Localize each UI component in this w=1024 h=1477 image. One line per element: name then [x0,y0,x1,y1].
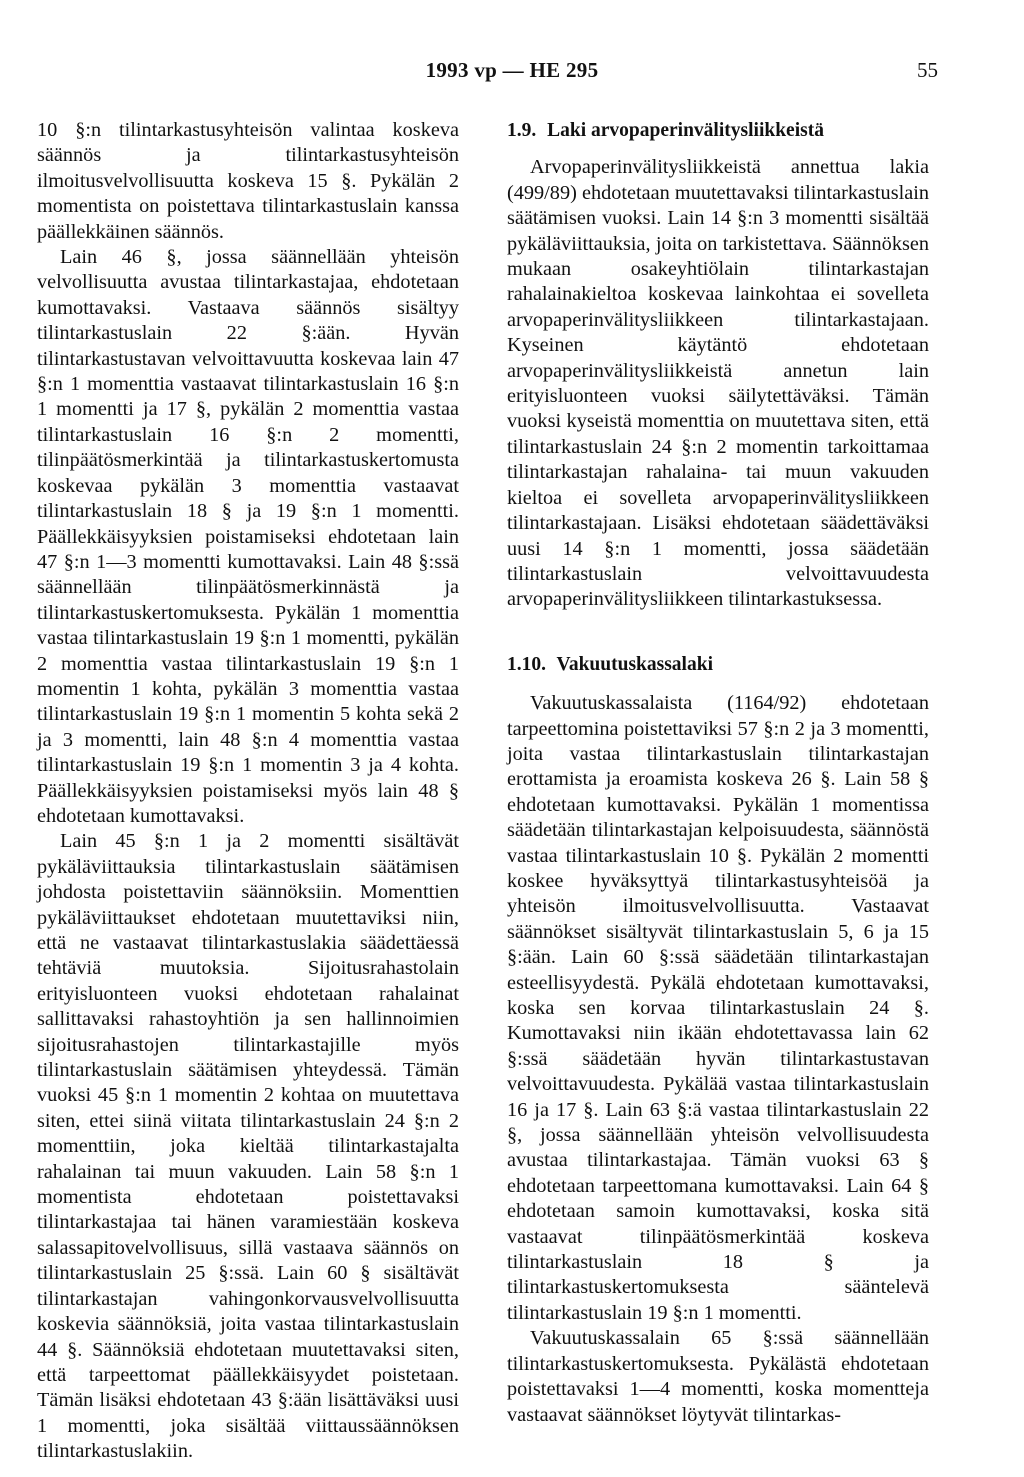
body-paragraph: Arvopaperinvälitysliikkeistä annettua lakia (499/89) ehdotetaan muutettavaksi tilintarkastuslain säätämisen vuoksi. Lain 14 §:n 3 momentti sisältää pykäläviittauksia, joita on tarkistettava. Säännöksen mukaan osakeyhtiölain tilintarkastajan rahalainakieltoa koskevaa lainkohtaa ei sovelleta arvopaperinvälitysliikkeen tilintarkastajaan. Kyseinen käytäntö ehdotetaan arvopaperinvälitysliikkeistä annetun lain erityisluonteen vuoksi säilytettäväksi. Tämän vuoksi kyseistä momenttia on muutettava siten, että tilintarkastuslain 24 §:n 2 momentin tarkoittamaa tilintarkastajan rahalaina- tai muun vakuuden kieltoa ei sovelleta arvopaperinvälitysliikkeen tilintarkastajaan. Lisäksi ehdotetaan säädettäväksi uusi 14 §:n 1 momentti, jossa säädetään tilintarkastuslain velvoittavuudesta arvopaperinvälitysliikkeen tilintarkastuksessa. [507,156,929,611]
page-header [0,58,1024,88]
section-title: Vakuutuskassalaki [556,653,713,675]
body-paragraph: Vakuutuskassalain 65 §:ssä säännellään tilintarkastuskertomuksesta. Pykälästä ehdotetaan poistettavaksi 1—4 momentti, koska momentteja vastaavat säännökset löytyvät tilintarkas- [507,1327,929,1426]
page-number: 55 [917,58,938,82]
section-title: Laki arvopaperinvälitysliikkeistä [547,120,824,141]
section-number: 1.10. [507,653,546,675]
body-paragraph: Vakuutuskassalaista (1164/92) ehdotetaan tarpeettomina poistettaviksi 57 §:n 2 ja 3 momentti, joita vastaa tilintarkastuslain tilintarkastajan erottamista ja eroamista koskeva 26 §. Lain 58 § ehdotetaan kumottavaksi. Pykälän 1 momentissa säädetään tilintarkastajan kelpoisuudesta, säännöstä vastaa tilintarkastuslain 10 §. Pykälän 2 momentti koskee hyväksyttyä tilintarkastusyhteisöä ja yhteisön ilmoitusvelvollisuutta. Vastaavat säännökset sisältyvät tilintarkastuslain 5, 6 ja 15 §:ään. Lain 60 §:ssä säädetään tilintarkastajan esteellisyydestä. Pykälä ehdotetaan kumottavaksi, koska sen korvaa tilintarkastuslain 24 §. Kumottavaksi niin ikään ehdotettavassa lain 62 §:ssä säädetään hyvän tilintarkastustavan velvoittavuudesta. Pykälää vastaa tilintarkastuslain 16 ja 17 §. Lain 63 §:ä vastaa tilintarkastuslain 22 §, jossa säännellään yhteisön velvollisuudesta avustaa tilintarkastajaa. Tämän vuoksi 63 § ehdotetaan tarpeettomana kumottavaksi. Lain 64 § ehdotetaan samoin kumottavaksi, koska sitä vastaavat tilinpäätösmerkintää koskeva tilintarkastuslain 18 § ja tilintarkastuskertomuksesta sääntelevä tilintarkastuslain 19 §:n 1 momentti. [507,692,929,1324]
section-heading-1-10 [507,652,929,677]
left-column [37,118,459,1465]
section-heading-1-9 [507,118,929,143]
body-paragraph: Lain 45 §:n 1 ja 2 momentti sisältävät pykäläviittauksia tilintarkastuslain säätämisen johdosta poistettaviin säännöksiin. Momenttien pykäläviittaukset ehdotetaan muutettaviksi niin, että ne vastaavat tilintarkastuslakia säädettäessä tehtäviä muutoksia. Sijoitusrahastolain erityisluonteen vuoksi ehdotetaan rahalainat sallittavaksi rahastoyhtiön ja sen hallinnoimien sijoitusrahastojen tilintarkastajille myös tilintarkastuslain säätämisen yhteydessä. Tämän vuoksi 45 §:n 1 momentin 2 kohtaa on muutettava siten, ettei siinä viitata tilintarkastuslain 24 §:n 2 momenttiin, joka kieltää tilintarkastajalta rahalainan tai muun vakuuden. Lain 58 §:n 1 momentista ehdotetaan poistettavaksi tilintarkastajaa tai hänen varamiestään koskeva salassapitovelvollisuus, sillä vastaava säännös on tilintarkastuslain 25 §:ssä. Lain 60 § sisältävät tilintarkastajan vahingonkorvausvelvollisuutta koskevia säännöksiä, joita vastaa tilintarkastuslain 44 §. Säännöksiä ehdotetaan muutettavaksi siten, että tarpeettomat päällekkäisyydet poistetaan. Tämän lisäksi ehdotetaan 43 §:ään lisättäväksi uusi 1 momentti, joka sisältää viittaussäännöksen tilintarkastuslakiin. [37,830,459,1463]
section-number: 1.9. [507,120,537,141]
body-paragraph: Lain 46 §, jossa säännellään yhteisön velvollisuutta avustaa tilintarkastajaa, ehdotetaan kumottavaksi. Vastaava säännös sisältyy tilintarkastuslain 22 §:ään. Hyvän tilintarkastustavan velvoittavuutta koskevaa lain 47 §:n 1 momenttia vastaavat tilintarkastuslain 16 §:n 1 momentti ja 17 §, pykälän 2 momenttia vastaa tilintarkastuslain 16 §:n 2 momentti, tilinpäätösmerkintää ja tilintarkastuskertomusta koskevaa pykälän 3 momenttia vastaavat tilintarkastuslain 18 § ja 19 §:n 1 momentti. Päällekkäisyyksien poistamiseksi ehdotetaan lain 47 §:n 1—3 momentti kumottavaksi. Lain 48 §:ssä säännellään tilinpäätösmerkinnästä ja tilintarkastuskertomuksesta. Pykälän 1 momenttia vastaa tilintarkastuslain 19 §:n 1 momentti, pykälän 2 momenttia vastaa tilintarkastuslain 19 §:n 1 momentin 1 kohta, pykälän 3 momenttia vastaa tilintarkastuslain 19 §:n 1 momentin 5 kohta sekä 2 ja 3 momentti, lain 48 §:n 4 momenttia vastaa tilintarkastuslain 19 §:n 1 momentin 3 ja 4 kohta. Päällekkäisyyksien poistamiseksi myös lain 48 § ehdotetaan kumottavaksi. [37,246,459,827]
right-column [507,118,929,1428]
body-paragraph: 10 §:n tilintarkastusyhteisön valintaa koskeva säännös ja tilintarkastusyhteisön ilmoitusvelvollisuutta koskeva 15 §. Pykälän 2 momentista on poistettava tilintarkastuslain kanssa päällekkäinen säännös. [37,119,459,243]
running-head: 1993 vp — HE 295 [425,58,599,82]
